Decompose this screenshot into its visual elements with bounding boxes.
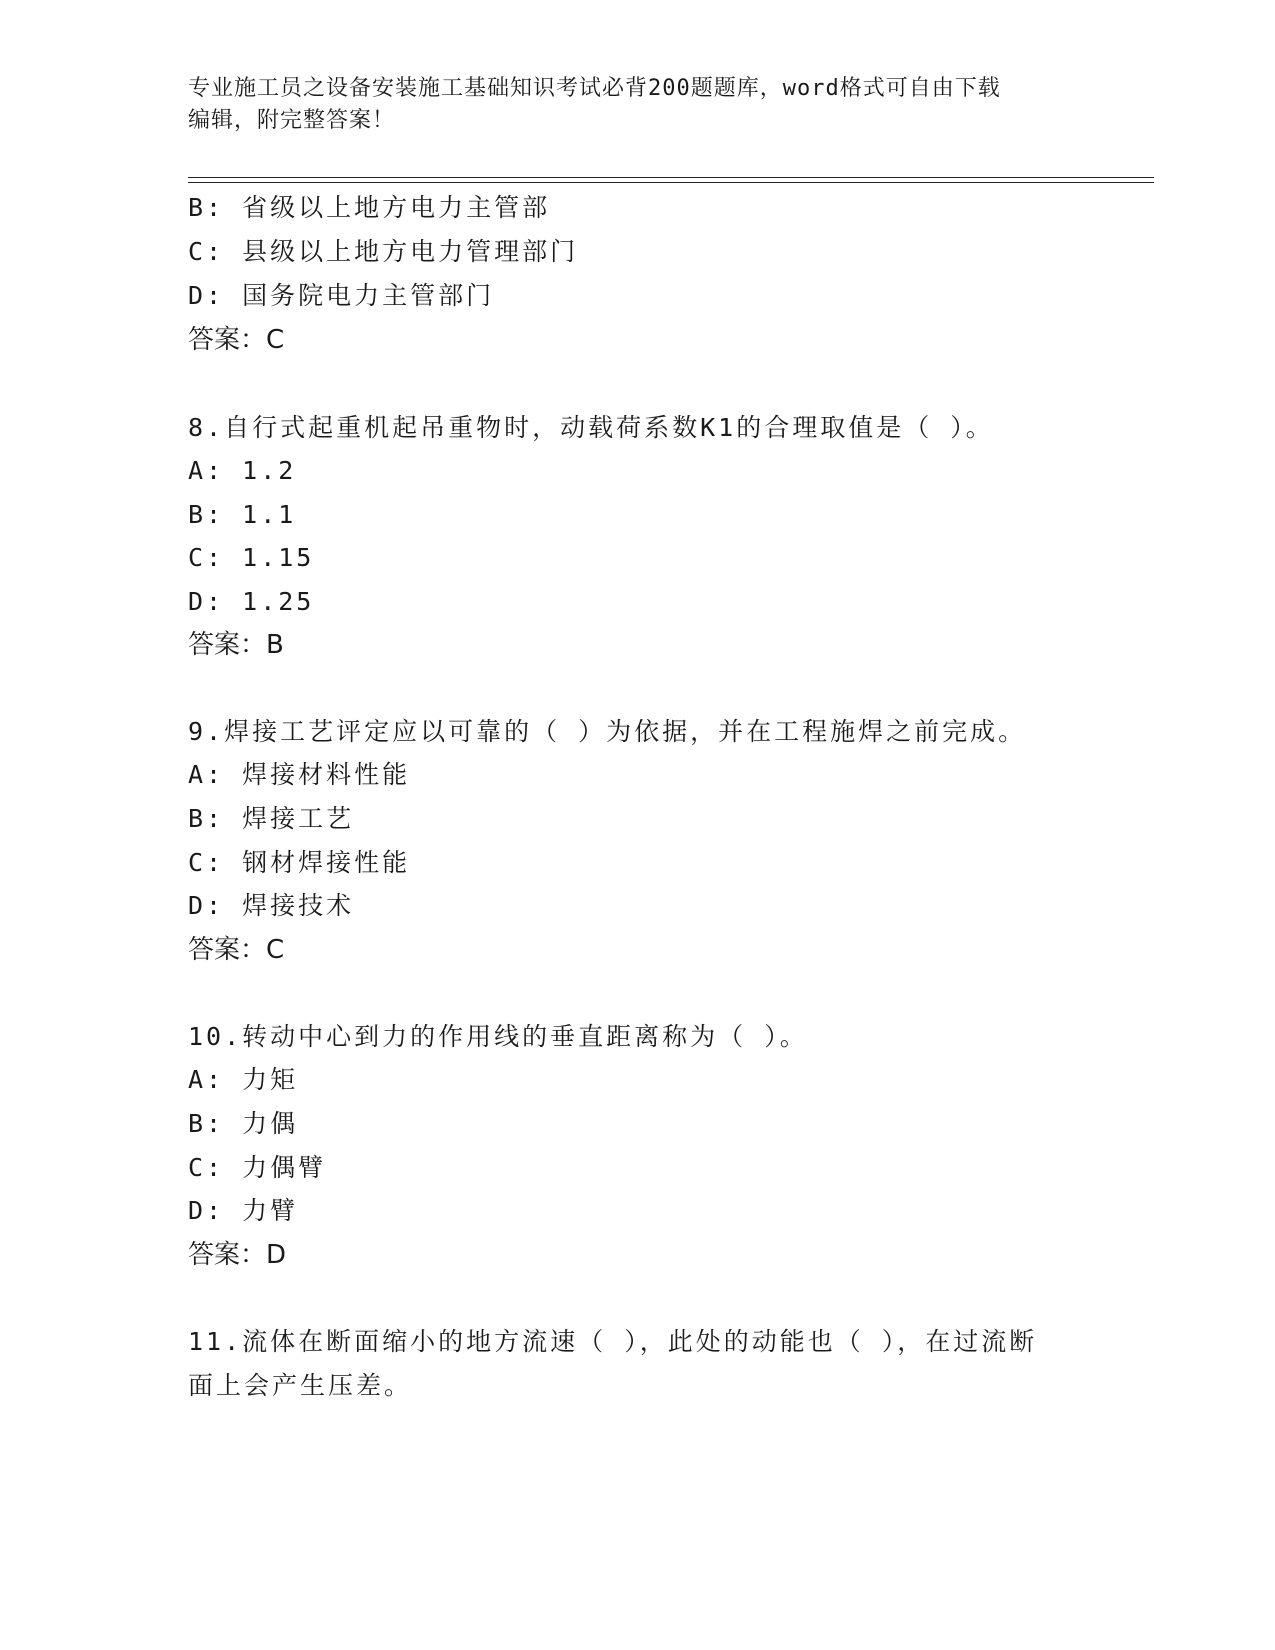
q9-answer: 答案：C	[188, 935, 285, 965]
q8-option-b: B: 1.1	[188, 500, 297, 529]
q8-question: 8.自行式起重机起吊重物时，动载荷系数K1的合理取值是（ ）。	[188, 413, 994, 442]
q9-question: 9.焊接工艺评定应以可靠的（ ）为依据，并在工程施焊之前完成。	[188, 717, 1027, 746]
q11-question-line2: 面上会产生压差。	[188, 1371, 413, 1400]
q7-option-c: C: 县级以上地方电力管理部门	[188, 237, 579, 266]
q10-option-c: C: 力偶臂	[188, 1153, 327, 1182]
q8-option-c: C: 1.15	[188, 543, 315, 572]
header-divider-top	[188, 177, 1154, 178]
q10-question: 10.转动中心到力的作用线的垂直距离称为（ ）。	[188, 1022, 808, 1051]
q10-option-b: B: 力偶	[188, 1109, 299, 1138]
q9-option-c: C: 钢材焊接性能	[188, 848, 411, 877]
q10-option-d: D: 力臂	[188, 1196, 299, 1225]
header-title-line1: 专业施工员之设备安装施工基础知识考试必背200题题库，word格式可自由下载	[188, 76, 1001, 101]
q11-question-line1: 11.流体在断面缩小的地方流速（ ），此处的动能也（ ），在过流断	[188, 1327, 1038, 1356]
q8-option-d: D: 1.25	[188, 587, 315, 616]
document-header	[188, 73, 1088, 137]
q8-answer: 答案：B	[188, 630, 284, 660]
q7-option-d: D: 国务院电力主管部门	[188, 281, 495, 310]
q7-option-b: B: 省级以上地方电力主管部	[188, 193, 551, 222]
q10-option-a: A: 力矩	[188, 1065, 299, 1094]
q7-answer: 答案：C	[188, 325, 285, 355]
q9-option-a: A: 焊接材料性能	[188, 760, 411, 789]
q9-option-d: D: 焊接技术	[188, 891, 355, 920]
q8-option-a: A: 1.2	[188, 456, 297, 485]
header-divider-bottom	[188, 182, 1154, 183]
q10-answer: 答案：D	[188, 1240, 287, 1270]
header-title-line2: 编辑，附完整答案！	[188, 108, 396, 133]
q9-option-b: B: 焊接工艺	[188, 804, 355, 833]
